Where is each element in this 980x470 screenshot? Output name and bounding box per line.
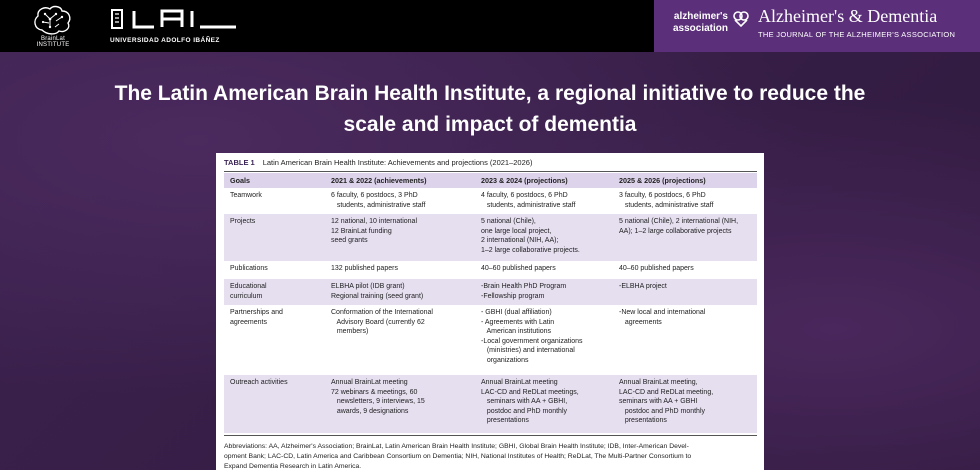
cell-line: -New local and international [619, 309, 706, 316]
cell-2023-2024 [481, 282, 609, 301]
cell-line: 1–2 large collaborative projects. [481, 246, 580, 254]
uai-logo [110, 8, 240, 48]
cell-line: one large local project, [481, 227, 552, 235]
cell-line: -Local government organizations [481, 337, 583, 345]
cell-line: American institutions [481, 328, 552, 335]
cell-line: 3 faculty, 6 postdocs, 6 PhD [619, 192, 706, 199]
cell-line: Educational [230, 283, 267, 290]
cell-line: students, administrative staff [481, 201, 576, 209]
cell-line: postdoc and PhD monthly [481, 407, 567, 415]
goal-cell [230, 378, 326, 388]
cell-line: seed grants [331, 237, 368, 244]
cell-line: Publications [230, 265, 268, 272]
cell-line: agreements [619, 318, 662, 326]
cell-line: seminars with AA + GBHI, [481, 398, 568, 405]
cell-2025-2026 [619, 191, 755, 210]
header-2025-2026: 2025 & 2026 (projections) [619, 176, 706, 185]
cell-line: presentations [481, 417, 529, 424]
uai-logo-mark [110, 8, 240, 35]
slide-headline [40, 78, 940, 140]
cell-2021-2022 [331, 282, 471, 301]
cell-line: - Agreements with Latin [481, 318, 555, 326]
header-2021-2022: 2021 & 2022 (achievements) [331, 176, 427, 185]
cell-line: Advisory Board (currently 62 [331, 318, 425, 326]
cell-line: postdoc and PhD monthly [619, 407, 705, 415]
cell-line: ELBHA pilot (IDB grant) [331, 283, 405, 290]
cell-line: - GBHI (dual affiliation) [481, 309, 552, 316]
table-label: TABLE 1 [224, 158, 255, 167]
cell-line: Annual BrainLat meeting [331, 379, 408, 386]
cell-line: Partnerships and [230, 309, 283, 316]
cell-2025-2026 [619, 308, 755, 327]
cell-line: Annual BrainLat meeting, [619, 379, 698, 386]
brainlat-logo [28, 3, 78, 47]
cell-2021-2022 [331, 217, 471, 246]
table-row [224, 214, 757, 261]
cell-line: 5 national (Chile), [481, 218, 536, 225]
cell-2021-2022 [331, 264, 471, 274]
cell-line: 12 BrainLat funding [331, 227, 392, 235]
cell-line: LAC-CD and ReDLat meetings, [481, 388, 579, 396]
journal-subtitle: THE JOURNAL OF THE ALZHEIMER'S ASSOCIATION [758, 30, 956, 39]
cell-line: 4 faculty, 6 postdocs, 6 PhD [481, 192, 568, 199]
cell-line: -Fellowship program [481, 292, 545, 300]
cell-line: Outreach activities [230, 379, 288, 386]
cell-line: 5 national (Chile), 2 international (NIH, [619, 218, 739, 225]
goal-cell [230, 308, 326, 327]
journal-banner [654, 0, 980, 52]
cell-line: students, administrative staff [619, 201, 714, 209]
cell-line: 40–60 published papers [481, 265, 556, 272]
cell-line: newsletters, 9 interviews, 15 [331, 398, 425, 405]
abbreviation-line: Abbreviations: AA, Alzheimer's Association; BrainLat, Latin American Brain Health Institute; GBHI, Global Brain Health Institute; IDB, Inter-American Devel- [224, 443, 689, 450]
goal-cell [230, 282, 326, 301]
top-header-bar [0, 0, 980, 52]
header-goals: Goals [230, 176, 250, 185]
brain-icon [28, 3, 78, 37]
cell-line: 132 published papers [331, 265, 398, 272]
cell-2025-2026 [619, 378, 755, 426]
cell-2021-2022 [331, 308, 471, 337]
table-row [224, 261, 757, 279]
cell-line: 2 international (NIH, AA); [481, 237, 559, 244]
cell-line: 6 faculty, 6 postdocs, 3 PhD [331, 192, 418, 199]
cell-line: -ELBHA project [619, 283, 667, 290]
cell-2021-2022 [331, 191, 471, 210]
cell-line: 72 webinars & meetings, 60 [331, 388, 418, 396]
cell-line: students, administrative staff [331, 201, 426, 209]
table-row [224, 305, 757, 375]
cell-2021-2022 [331, 378, 471, 416]
goal-cell [230, 264, 326, 274]
goal-cell [230, 217, 326, 227]
cell-2023-2024 [481, 264, 609, 274]
cell-line: 40–60 published papers [619, 265, 694, 272]
cell-2023-2024 [481, 378, 609, 426]
cell-2023-2024 [481, 217, 609, 255]
table-header-row [224, 173, 757, 188]
cell-line: organizations [481, 356, 529, 364]
cell-2025-2026 [619, 264, 755, 274]
table-abbreviations [224, 442, 757, 470]
cell-line: AA); 1–2 large collaborative projects [619, 227, 732, 235]
cell-line: (ministries) and international [481, 347, 575, 354]
cell-line: awards, 9 designations [331, 407, 409, 415]
cell-line: agreements [230, 318, 267, 326]
cell-line: members) [331, 328, 369, 335]
achievements-table [216, 153, 764, 470]
cell-line: -Brain Health PhD Program [481, 283, 567, 290]
headline-line-2: scale and impact of dementia [343, 113, 637, 136]
brainlat-logo-text: BrainLat INSTITUTE [36, 36, 70, 48]
cell-line: Regional training (seed grant) [331, 292, 424, 300]
cell-line: Projects [230, 218, 256, 225]
table-row [224, 279, 757, 305]
cell-2025-2026 [619, 282, 755, 292]
alzheimers-association-logo-text: alzheimer's association [672, 11, 728, 34]
cell-2023-2024 [481, 308, 609, 365]
table-row [224, 188, 757, 214]
goal-cell [230, 191, 326, 201]
table-top-rule [224, 171, 757, 172]
cell-line: Teamwork [230, 192, 262, 199]
table-bottom-rule [224, 435, 757, 436]
header-2023-2024: 2023 & 2024 (projections) [481, 176, 568, 185]
cell-line: curriculum [230, 292, 263, 300]
cell-line: presentations [619, 417, 667, 424]
table-caption [224, 158, 532, 167]
headline-line-1: The Latin American Brain Health Institute, a regional initiative to reduce the [114, 82, 866, 105]
cell-2023-2024 [481, 191, 609, 210]
cell-line: 12 national, 10 international [331, 218, 418, 225]
cell-line: Conformation of the International [331, 309, 433, 316]
abbreviation-line: Expand Dementia Research in Latin America. [224, 463, 362, 470]
cell-2025-2026 [619, 217, 755, 236]
journal-title: Alzheimer's & Dementia [758, 6, 938, 26]
cell-line: Annual BrainLat meeting [481, 379, 558, 386]
uai-logo-text: UNIVERSIDAD ADOLFO IBÁÑEZ [110, 37, 220, 44]
table-row [224, 375, 757, 433]
alzheimers-association-icon [732, 10, 750, 28]
abbreviation-line: opment Bank; LAC-CD, Latin America and Caribbean Consortium on Dementia; NIH, National Institutes of Health; ReDLat, The Multi-Partner Consortium to [224, 453, 692, 460]
cell-line: seminars with AA + GBHI [619, 398, 698, 405]
table-caption-text: Latin American Brain Health Institute: Achievements and projections (2021–2026) [262, 158, 533, 167]
cell-line: LAC-CD and ReDLat meeting, [619, 388, 714, 396]
